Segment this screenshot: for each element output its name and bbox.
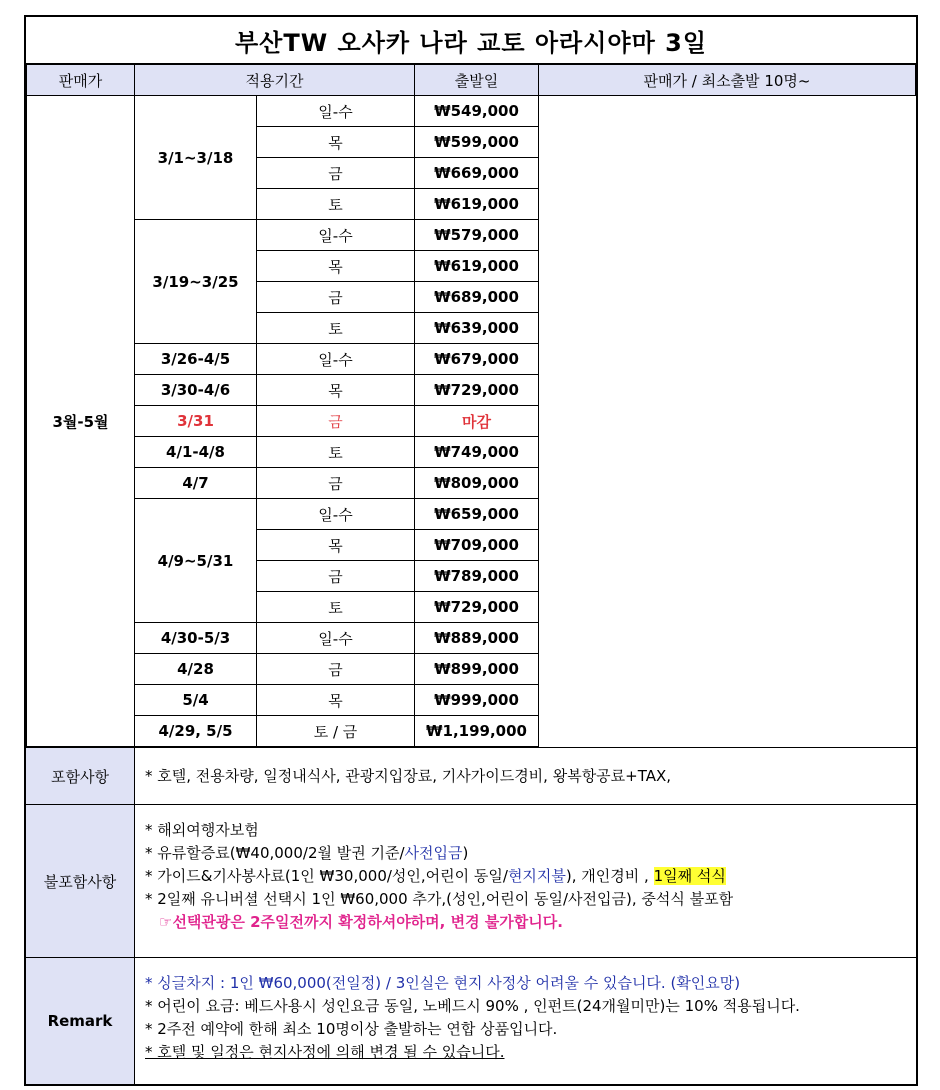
depart-day-cell: 일-수 (257, 499, 415, 530)
price-cell: ₩599,000 (415, 127, 539, 158)
period-cell: 4/7 (135, 468, 257, 499)
price-cell: ₩729,000 (415, 375, 539, 406)
price-cell: 마감 (415, 406, 539, 437)
period-cell: 4/9~5/31 (135, 499, 257, 623)
price-cell: ₩669,000 (415, 158, 539, 189)
price-cell: ₩709,000 (415, 530, 539, 561)
excluded-label: 불포함사항 (26, 805, 135, 957)
header-period: 적용기간 (135, 65, 415, 96)
remark-section (26, 957, 916, 1084)
price-cell: ₩659,000 (415, 499, 539, 530)
table-row (27, 406, 916, 437)
excluded-line-4: * 2일째 유니버셜 선택시 1인 ₩60,000 추가,(성인,어린이 동일/사전입금), 중석식 불포함 (145, 890, 734, 908)
table-row (27, 716, 916, 747)
price-cell: ₩999,000 (415, 685, 539, 716)
table-row (27, 220, 916, 251)
excluded-section (26, 804, 916, 957)
table-row (27, 468, 916, 499)
depart-day-cell: 토 (257, 437, 415, 468)
table-row (27, 685, 916, 716)
depart-day-cell: 금 (257, 468, 415, 499)
remark-line-1: * 싱글차지 : 1인 ₩60,000(전일정) / 3인실은 현지 사정상 어려울 수 있습니다. (확인요망) (145, 974, 741, 992)
excluded-body (135, 805, 916, 957)
depart-day-cell: 토 (257, 313, 415, 344)
depart-day-cell: 금 (257, 561, 415, 592)
price-cell: ₩1,199,000 (415, 716, 539, 747)
depart-day-cell: 일-수 (257, 220, 415, 251)
header-price: 판매가 / 최소출발 10명~ (539, 65, 916, 96)
remark-label: Remark (26, 958, 135, 1084)
price-cell: ₩749,000 (415, 437, 539, 468)
depart-day-cell: 토 (257, 592, 415, 623)
table-row (27, 344, 916, 375)
included-text: * 호텔, 전용차량, 일정내식사, 관광지입장료, 기사가이드경비, 왕복항공료+TAX, (145, 766, 672, 785)
depart-day-cell: 금 (257, 406, 415, 437)
depart-day-cell: 목 (257, 127, 415, 158)
depart-day-cell: 목 (257, 530, 415, 561)
period-cell: 3/31 (135, 406, 257, 437)
depart-day-cell: 금 (257, 282, 415, 313)
period-cell: 3/1~3/18 (135, 96, 257, 220)
depart-day-cell: 목 (257, 251, 415, 282)
price-table (26, 64, 916, 747)
period-cell: 5/4 (135, 685, 257, 716)
price-cell: ₩899,000 (415, 654, 539, 685)
depart-day-cell: 목 (257, 375, 415, 406)
period-cell: 4/28 (135, 654, 257, 685)
period-cell: 3/26-4/5 (135, 344, 257, 375)
price-sheet (24, 15, 918, 1086)
price-cell: ₩729,000 (415, 592, 539, 623)
price-cell: ₩549,000 (415, 96, 539, 127)
period-cell: 4/29, 5/5 (135, 716, 257, 747)
header-depart: 출발일 (415, 65, 539, 96)
depart-day-cell: 일-수 (257, 623, 415, 654)
table-row (27, 623, 916, 654)
table-header-row (27, 65, 916, 96)
table-row (27, 654, 916, 685)
depart-day-cell: 금 (257, 158, 415, 189)
remark-line-2: * 어린이 요금: 베드사용시 성인요금 동일, 노베드시 90% , 인펀트(24개월미만)는 10% 적용됩니다. (145, 997, 800, 1015)
table-row (27, 375, 916, 406)
depart-day-cell: 목 (257, 685, 415, 716)
price-cell: ₩679,000 (415, 344, 539, 375)
price-cell: ₩639,000 (415, 313, 539, 344)
included-label: 포함사항 (26, 748, 135, 804)
depart-day-cell: 일-수 (257, 344, 415, 375)
table-row (27, 96, 916, 127)
remark-body (135, 958, 916, 1084)
period-cell: 3/30-4/6 (135, 375, 257, 406)
excluded-line-2: * 유류할증료(₩40,000/2월 발권 기준/사전입금) (145, 844, 469, 862)
depart-day-cell: 토 (257, 189, 415, 220)
table-row (27, 437, 916, 468)
price-cell: ₩809,000 (415, 468, 539, 499)
price-cell: ₩619,000 (415, 251, 539, 282)
period-cell: 3/19~3/25 (135, 220, 257, 344)
page-title: 부산TW 오사카 나라 교토 아라시야마 3일 (26, 17, 916, 64)
remark-line-3: * 2주전 예약에 한해 최소 10명이상 출발하는 연합 상품입니다. (145, 1020, 558, 1038)
period-cell: 4/1-4/8 (135, 437, 257, 468)
price-cell: ₩789,000 (415, 561, 539, 592)
table-row (27, 499, 916, 530)
excluded-line-3: * 가이드&기사봉사료(1인 ₩30,000/성인,어린이 동일/현지지불), 개인경비 , 1일째 석식 (145, 867, 726, 885)
price-cell: ₩579,000 (415, 220, 539, 251)
depart-day-cell: 금 (257, 654, 415, 685)
excluded-note: ☞선택관광은 2주일전까지 확정하셔야하며, 변경 불가합니다. (159, 913, 563, 931)
season-cell: 3월-5월 (27, 96, 135, 747)
included-section (26, 747, 916, 804)
price-label: 판매가 (27, 65, 135, 96)
price-cell: ₩619,000 (415, 189, 539, 220)
depart-day-cell: 일-수 (257, 96, 415, 127)
period-cell: 4/30-5/3 (135, 623, 257, 654)
remark-line-4: * 호텔 및 일정은 현지사정에 의해 변경 될 수 있습니다. (145, 1043, 505, 1061)
price-cell: ₩889,000 (415, 623, 539, 654)
excluded-line-1: * 해외여행자보험 (145, 821, 259, 839)
depart-day-cell: 토 / 금 (257, 716, 415, 747)
price-cell: ₩689,000 (415, 282, 539, 313)
